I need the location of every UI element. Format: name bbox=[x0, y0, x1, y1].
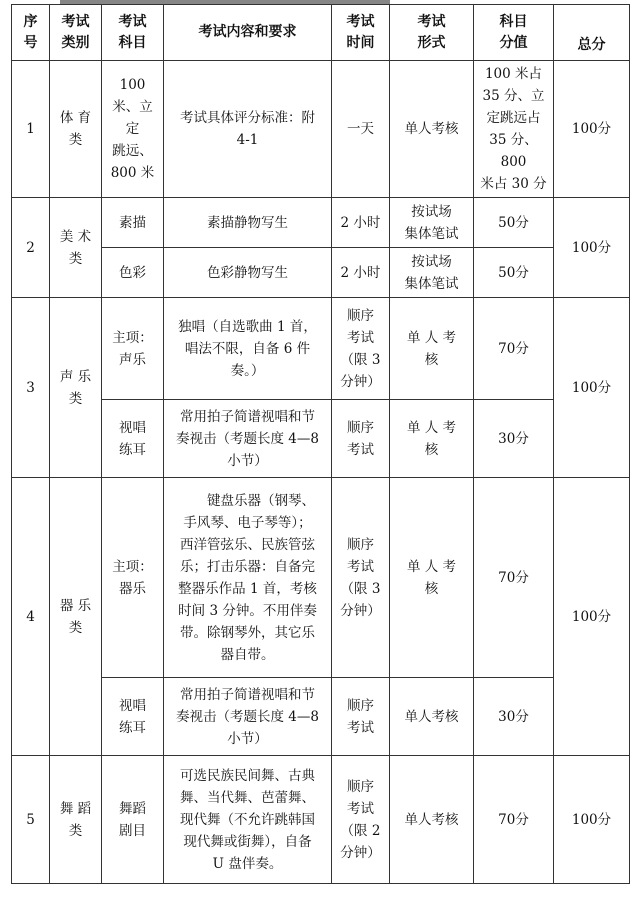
table-row bbox=[12, 298, 630, 400]
row-index: 1 bbox=[12, 61, 50, 198]
row-category: 体 育 类 bbox=[50, 61, 102, 198]
row-format: 按试场 集体笔试 bbox=[390, 248, 474, 298]
header-index: 序 号 bbox=[12, 5, 50, 61]
row-total: 100分 bbox=[554, 198, 630, 298]
row-score: 30分 bbox=[474, 678, 554, 756]
header-content: 考试内容和要求 bbox=[164, 5, 332, 61]
row-category: 美 术 类 bbox=[50, 198, 102, 298]
row-time: 顺序 考试 bbox=[332, 678, 390, 756]
row-total: 100分 bbox=[554, 478, 630, 756]
header-score: 科目 分值 bbox=[474, 5, 554, 61]
row-subject: 视唱 练耳 bbox=[102, 400, 164, 478]
row-subject: 100 米、立 定 跳远、 800 米 bbox=[102, 61, 164, 198]
row-score: 70分 bbox=[474, 756, 554, 884]
row-content: 可选民族民间舞、古典 舞、当代舞、芭蕾舞、 现代舞（不允许跳韩国 现代舞或街舞），自备 U 盘伴奏。 bbox=[164, 756, 332, 884]
row-score: 70分 bbox=[474, 478, 554, 678]
exam-table bbox=[11, 4, 630, 884]
row-total: 100分 bbox=[554, 756, 630, 884]
table-row bbox=[12, 756, 630, 884]
table-row bbox=[12, 61, 630, 198]
header-total: 总分 bbox=[554, 5, 630, 61]
row-subject: 视唱 练耳 bbox=[102, 678, 164, 756]
row-score: 50分 bbox=[474, 248, 554, 298]
row-time: 2 小时 bbox=[332, 198, 390, 248]
row-index: 2 bbox=[12, 198, 50, 298]
row-subject: 素描 bbox=[102, 198, 164, 248]
row-index: 4 bbox=[12, 478, 50, 756]
header-subject: 考试 科目 bbox=[102, 5, 164, 61]
row-score: 50分 bbox=[474, 198, 554, 248]
row-score: 100 米占 35 分、立 定跳远占 35 分、800 米占 30 分 bbox=[474, 61, 554, 198]
row-category: 声 乐 类 bbox=[50, 298, 102, 478]
header-format: 考试 形式 bbox=[390, 5, 474, 61]
row-format: 单人考核 bbox=[390, 756, 474, 884]
row-time: 顺序 考试 （限 3 分钟） bbox=[332, 478, 390, 678]
row-total: 100分 bbox=[554, 61, 630, 198]
table-row bbox=[12, 198, 630, 248]
row-content: 考试具体评分标准：附 4-1 bbox=[164, 61, 332, 198]
row-format: 单人考核 bbox=[390, 678, 474, 756]
row-format: 单 人 考 核 bbox=[390, 400, 474, 478]
row-format: 按试场 集体笔试 bbox=[390, 198, 474, 248]
header-time: 考试 时间 bbox=[332, 5, 390, 61]
row-time: 2 小时 bbox=[332, 248, 390, 298]
row-time: 顺序 考试 （限 2 分钟） bbox=[332, 756, 390, 884]
row-total: 100分 bbox=[554, 298, 630, 478]
table-row bbox=[12, 248, 630, 298]
row-time: 一天 bbox=[332, 61, 390, 198]
row-format: 单人考核 bbox=[390, 61, 474, 198]
header-row bbox=[12, 5, 630, 61]
table-row bbox=[12, 478, 630, 678]
row-content: 常用拍子简谱视唱和节 奏视击（考题长度 4—8 小节） bbox=[164, 400, 332, 478]
row-time: 顺序 考试 （限 3 分钟） bbox=[332, 298, 390, 400]
row-subject: 色彩 bbox=[102, 248, 164, 298]
row-content: 常用拍子简谱视唱和节 奏视击（考题长度 4—8 小节） bbox=[164, 678, 332, 756]
table-row bbox=[12, 400, 630, 478]
row-index: 3 bbox=[12, 298, 50, 478]
header-category: 考试 类别 bbox=[50, 5, 102, 61]
row-subject: 舞蹈 剧目 bbox=[102, 756, 164, 884]
row-score: 70分 bbox=[474, 298, 554, 400]
row-format: 单 人 考 核 bbox=[390, 298, 474, 400]
row-content: 素描静物写生 bbox=[164, 198, 332, 248]
row-category: 舞 蹈 类 bbox=[50, 756, 102, 884]
row-content: 键盘乐器（钢琴、 手风琴、电子琴等）； 西洋管弦乐、民族管弦 乐；打击乐器：自备完 整器乐作品 1 首，考核 时间 3 分钟。不用伴奏 带。除钢琴外，其它乐 器自带。 bbox=[164, 478, 332, 678]
row-time: 顺序 考试 bbox=[332, 400, 390, 478]
row-content: 色彩静物写生 bbox=[164, 248, 332, 298]
row-subject: 主项： 声乐 bbox=[102, 298, 164, 400]
row-category: 器 乐 类 bbox=[50, 478, 102, 756]
row-subject: 主项： 器乐 bbox=[102, 478, 164, 678]
row-index: 5 bbox=[12, 756, 50, 884]
row-content: 独唱（自选歌曲 1 首， 唱法不限，自备 6 件 奏。） bbox=[164, 298, 332, 400]
row-format: 单 人 考 核 bbox=[390, 478, 474, 678]
row-score: 30分 bbox=[474, 400, 554, 478]
table-row bbox=[12, 678, 630, 756]
